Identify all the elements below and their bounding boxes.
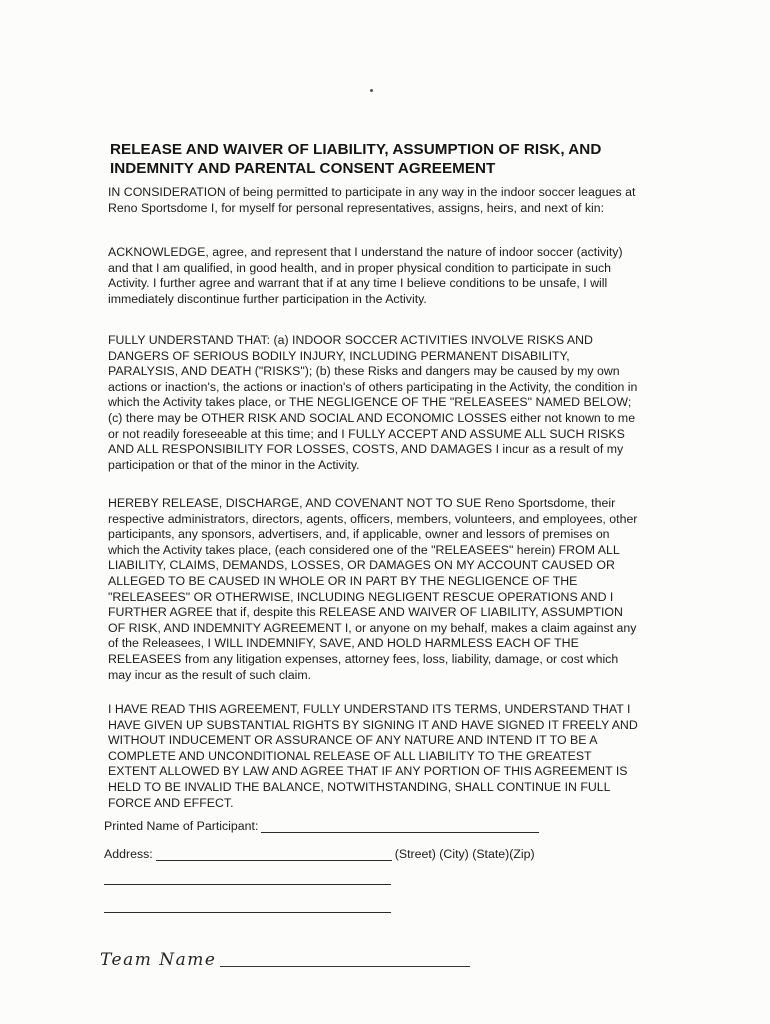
address-line[interactable] bbox=[156, 848, 392, 861]
address-label: Address: bbox=[104, 847, 153, 861]
release-paragraph: HEREBY RELEASE, DISCHARGE, AND COVENANT NOT TO SUE Reno Sportsdome, their respective administrators, directors, agents, officers, members, volunteers, and employees, other participants, any sponsors, advertisers, and, if applicable, owner and lessors of premises on which the Activity takes place, (each considered one of the "RELEASEES" herein) FROM ALL LIABILITY, CLAIMS, DEMANDS, LOSSES, OR DAMAGES ON MY ACCOUNT CAUSED OR ALLEGED TO BE CAUSED IN WHOLE OR IN PART BY THE NEGLIGENCE OF THE "RELEASEES" OR OTHERWISE, INCLUDING NEGLIGENT RESCUE OPERATIONS AND I FURTHER AGREE that if, despite this RELEASE AND WAIVER OF LIABILITY, ASSUMPTION OF RISK, AND INDEMNITY AGREEMENT I, or anyone on my behalf, makes a claim against any of the Releasees, I WILL INDEMNIFY, SAVE, AND HOLD HARMLESS EACH OF THE RELEASEES from any litigation expenses, attorney fees, loss, liability, damage, or cost which may incur as the result of such claim. bbox=[108, 496, 638, 682]
address-line-3[interactable] bbox=[104, 912, 391, 913]
team-name-line[interactable] bbox=[220, 966, 470, 967]
document-title: RELEASE AND WAIVER OF LIABILITY, ASSUMPTION OF RISK, AND INDEMNITY AND PARENTAL CONSENT AGREEMENT bbox=[110, 141, 602, 177]
scan-speck bbox=[370, 89, 373, 92]
printed-name-label: Printed Name of Participant: bbox=[104, 819, 259, 833]
understand-risks-paragraph: FULLY UNDERSTAND THAT: (a) INDOOR SOCCER ACTIVITIES INVOLVE RISKS AND DANGERS OF SERIOUS BODILY INJURY, INCLUDING PERMANENT DISABILITY, PARALYSIS, AND DEATH ("RISKS"); (b) these Risks and dangers may be caused by my own actions or inaction's, the actions or inaction's of others participating in the Activity, the condition in which the Activity takes place, or THE NEGLIGENCE OF THE "RELEASEES" NAMED BELOW; (c) there may be OTHER RISK AND SOCIAL AND ECONOMIC LOSSES either not known to me or not readily foreseeable at this time; and I FULLY ACCEPT AND ASSUME ALL SUCH RISKS AND ALL RESPONSIBILITY FOR LOSSES, COSTS, AND DAMAGES I incur as a result of my participation or that of the minor in the Activity. bbox=[108, 333, 638, 472]
address-row bbox=[104, 847, 535, 861]
team-name-label: Team Name bbox=[100, 950, 217, 970]
printed-name-line[interactable] bbox=[261, 820, 539, 833]
address-line-2[interactable] bbox=[104, 884, 391, 885]
printed-name-row bbox=[104, 819, 542, 833]
agreement-paragraph: I HAVE READ THIS AGREEMENT, FULLY UNDERSTAND ITS TERMS, UNDERSTAND THAT I HAVE GIVEN UP SUBSTANTIAL RIGHTS BY SIGNING IT AND HAVE SIGNED IT FREELY AND WITHOUT INDUCEMENT OR ASSURANCE OF ANY NATURE AND INTEND IT TO BE A COMPLETE AND UNCONDITIONAL RELEASE OF ALL LIABILITY TO THE GREATEST EXTENT ALLOWED BY LAW AND AGREE THAT IF ANY PORTION OF THIS AGREEMENT IS HELD TO BE INVALID THE BALANCE, NOTWITHSTANDING, SHALL CONTINUE IN FULL FORCE AND EFFECT. bbox=[108, 702, 638, 810]
team-name-row bbox=[100, 950, 470, 970]
acknowledge-paragraph: ACKNOWLEDGE, agree, and represent that I understand the nature of indoor soccer (activity) and that I am qualified, in good health, and in proper physical condition to participate in such Activity. I further agree and warrant that if at any time I believe conditions to be unsafe, I will immediately discontinue further participation in the Activity. bbox=[108, 245, 623, 306]
consideration-paragraph: IN CONSIDERATION of being permitted to participate in any way in the indoor soccer leagues at Reno Sportsdome I, for myself for personal representatives, assigns, heirs, and next of kin: bbox=[108, 185, 636, 215]
address-suffix: (Street) (City) (State)(Zip) bbox=[394, 847, 535, 861]
